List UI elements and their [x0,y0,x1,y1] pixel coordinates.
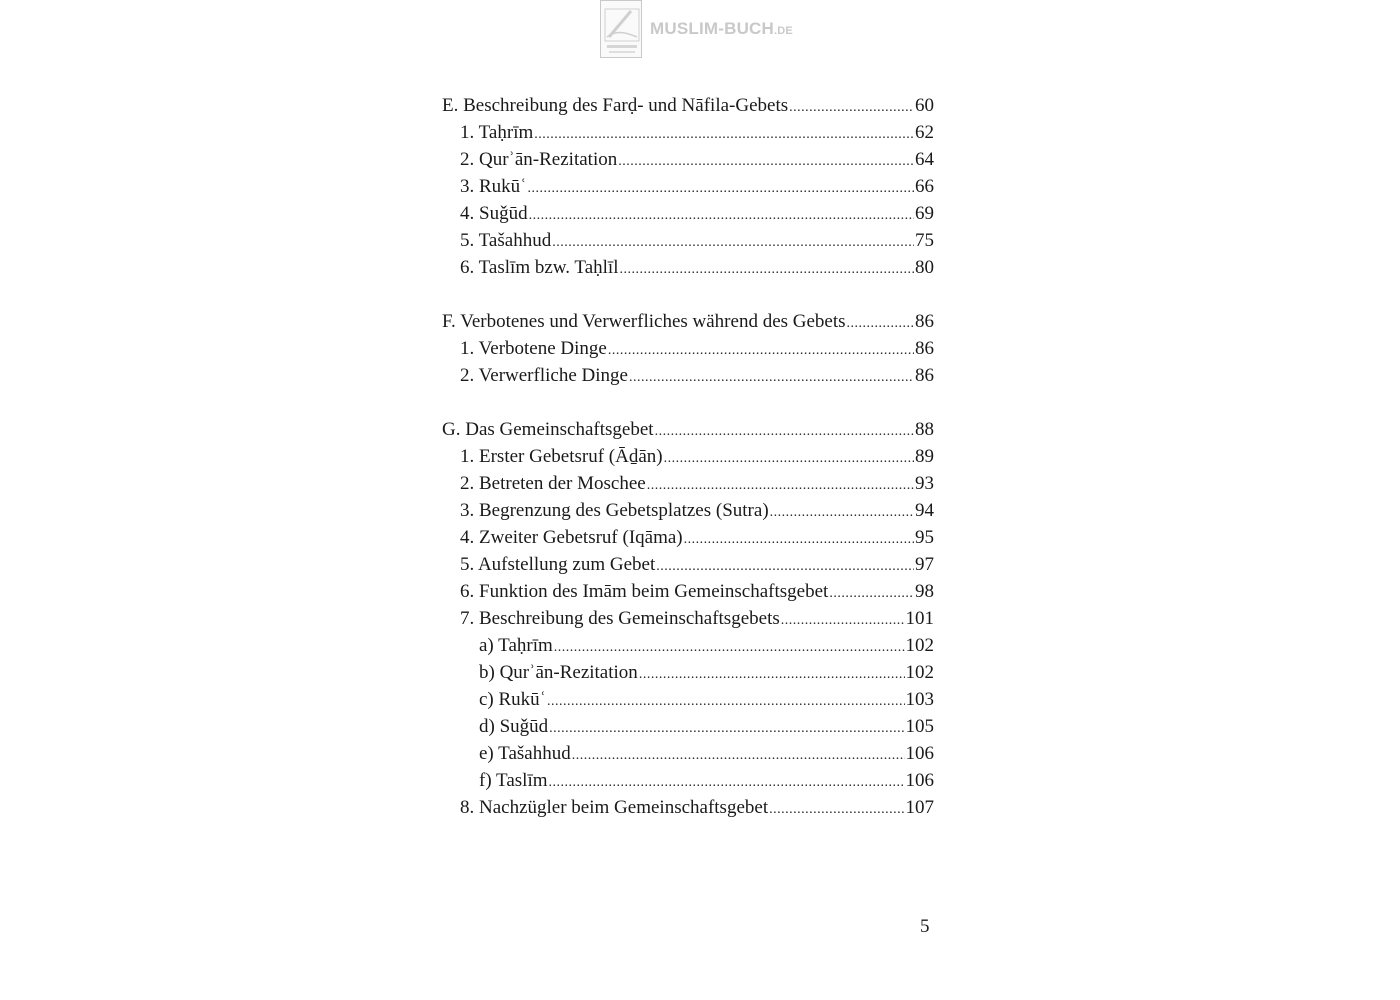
toc-page-number: 106 [905,743,934,764]
toc-entry [442,497,934,524]
toc-page-number: 75 [915,230,934,251]
toc-entry-label: a) Taḥrīm [479,635,553,656]
watermark-suffix: .DE [774,25,793,37]
toc-entry-label: E. Beschreibung des Farḍ- und Nāfila-Gebets [442,95,789,116]
toc-entry-label: 2. Verwerfliche Dinge [460,365,628,386]
toc-section-heading [442,416,934,443]
toc-page-number: 66 [915,176,934,197]
toc-entry [442,146,934,173]
toc-page-number: 80 [915,257,934,278]
toc-entry [442,551,934,578]
watermark [600,0,793,58]
toc-entry [442,578,934,605]
toc-entry-label: 5. Aufstellung zum Gebet [460,554,656,575]
dot-leader [781,607,905,634]
toc-entry-label: 1. Verbotene Dinge [460,338,607,359]
page-number: 5 [920,916,930,937]
toc-page-number: 62 [915,122,934,143]
dot-leader [639,661,905,688]
dot-leader [829,580,914,607]
table-of-contents [442,92,934,821]
toc-entry [442,767,934,794]
toc-entry [442,686,934,713]
toc-entry-label: d) Suǧūd [479,716,549,737]
toc-entry-label: e) Tašahhud [479,743,571,764]
toc-entry [442,362,934,389]
dot-leader [618,148,914,175]
dot-leader [529,202,914,229]
toc-entry-label: 8. Nachzügler beim Gemeinschaftsgebet [460,797,769,818]
toc-page-number: 94 [915,500,934,521]
toc-page-number: 64 [915,149,934,170]
toc-page-number: 89 [915,446,934,467]
dot-leader [770,499,914,526]
toc-entry [442,173,934,200]
watermark-brand: MUSLIM-BUCH [650,19,775,38]
toc-entry-label: 6. Taslīm bzw. Taḥlīl [460,257,619,278]
toc-page-number: 105 [905,716,934,737]
book-logo-icon [600,0,642,58]
toc-entry-label: G. Das Gemeinschaftsgebet [442,419,654,440]
toc-entry [442,713,934,740]
dot-leader [847,310,914,337]
toc-entry [442,254,934,281]
toc-entry [442,227,934,254]
toc-entry-label: 5. Tašahhud [460,230,552,251]
dot-leader [534,121,914,148]
toc-entry [442,443,934,470]
toc-page-number: 93 [915,473,934,494]
toc-entry [442,632,934,659]
dot-leader [549,769,905,796]
section-spacer [442,389,934,416]
dot-leader [549,715,904,742]
toc-entry-label: c) Rukūʿ [479,689,547,710]
dot-leader [789,94,914,121]
toc-page-number: 86 [915,365,934,386]
dot-leader [572,742,905,769]
dot-leader [647,472,914,499]
dot-leader [619,256,914,283]
toc-entry-label: 7. Beschreibung des Gemeinschaftsgebets [460,608,780,629]
toc-page-number: 98 [915,581,934,602]
dot-leader [656,553,914,580]
dot-leader [552,229,914,256]
toc-entry [442,200,934,227]
toc-entry-label: 4. Suǧūd [460,203,528,224]
toc-entry-label: F. Verbotenes und Verwerfliches während des Gebets [442,311,846,332]
toc-entry [442,119,934,146]
toc-page-number: 102 [905,635,934,656]
toc-page-number: 88 [915,419,934,440]
toc-entry-label: 2. Qurʾān-Rezitation [460,149,618,170]
toc-entry-label: 1. Taḥrīm [460,122,534,143]
dot-leader [547,688,904,715]
dot-leader [528,175,915,202]
watermark-text [650,19,793,39]
toc-page-number: 95 [915,527,934,548]
toc-entry [442,659,934,686]
dot-leader [608,337,914,364]
toc-entry-label: 4. Zweiter Gebetsruf (Iqāma) [460,527,683,548]
toc-page-number: 102 [905,662,934,683]
toc-page-number: 107 [905,797,934,818]
toc-entry [442,794,934,821]
toc-section-heading [442,92,934,119]
section-spacer [442,281,934,308]
toc-page-number: 69 [915,203,934,224]
toc-page-number: 60 [915,95,934,116]
toc-entry-label: 3. Rukūʿ [460,176,527,197]
dot-leader [655,418,914,445]
toc-section-heading [442,308,934,335]
toc-page-number: 86 [915,338,934,359]
dot-leader [769,796,904,823]
dot-leader [554,634,905,661]
toc-page-number: 97 [915,554,934,575]
dot-leader [664,445,914,472]
toc-entry [442,524,934,551]
toc-entry [442,740,934,767]
toc-entry-label: 3. Begrenzung des Gebetsplatzes (Sutra) [460,500,769,521]
toc-entry-label: f) Taslīm [479,770,548,791]
toc-page-number: 86 [915,311,934,332]
dot-leader [629,364,914,391]
dot-leader [684,526,914,553]
toc-entry [442,335,934,362]
toc-entry-label: 1. Erster Gebetsruf (Āḏān) [460,446,663,467]
toc-entry-label: b) Qurʾān-Rezitation [479,662,638,683]
toc-page-number: 101 [905,608,934,629]
toc-entry [442,605,934,632]
toc-page-number: 103 [905,689,934,710]
toc-entry-label: 2. Betreten der Moschee [460,473,646,494]
toc-entry [442,470,934,497]
toc-entry-label: 6. Funktion des Imām beim Gemeinschaftsgebet [460,581,829,602]
toc-page-number: 106 [905,770,934,791]
